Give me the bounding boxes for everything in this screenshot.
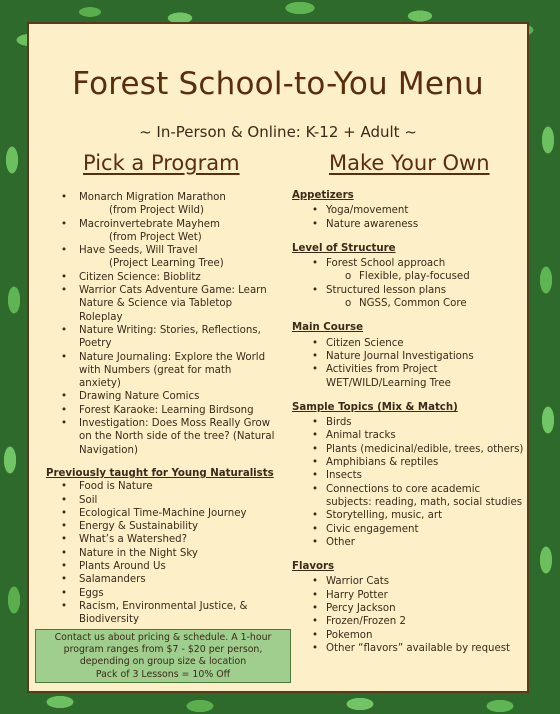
structure-title: Level of Structure xyxy=(292,242,396,254)
bullet-icon: • xyxy=(61,561,68,573)
list-item: • Birds xyxy=(312,417,352,429)
bullet-icon: • xyxy=(312,205,319,217)
flavors-title: Flavors xyxy=(292,561,335,573)
list-item: • Storytelling, music, art xyxy=(312,510,443,522)
list-item: • Connections to core academic subjects: reading, math, social studies xyxy=(312,483,523,508)
bullet-icon: • xyxy=(312,457,319,469)
right-heading: Make Your Own xyxy=(329,151,490,175)
list-item: • Forest School approach xyxy=(312,258,446,270)
page-title: Forest School-to-You Menu xyxy=(72,66,484,102)
bullet-icon: • xyxy=(61,587,68,599)
list-item: • Pokemon xyxy=(312,629,373,641)
main-course-section xyxy=(292,321,524,389)
list-item: • Investigation: Does Moss Really Grow on the North side of the tree? (Natural Navigation) xyxy=(61,418,275,456)
right-column xyxy=(292,189,524,666)
previous-list xyxy=(46,480,276,626)
topics-title: Sample Topics (Mix & Match) xyxy=(292,401,458,413)
sub-list-item: o Flexible, play-focused xyxy=(345,271,470,283)
list-item: • Civic engagement xyxy=(312,523,419,535)
bullet-icon: • xyxy=(61,534,68,546)
bullet-icon: • xyxy=(61,547,68,559)
bullet-icon: • xyxy=(312,536,319,548)
list-item: • Soil xyxy=(61,494,98,506)
bullet-icon: • xyxy=(312,483,319,495)
pricing-text: Contact us about pricing & schedule. A 1-hour program ranges from $7 - $20 per person, depending on group size & location xyxy=(54,632,272,668)
list-item: • Citizen Science: Bioblitz xyxy=(61,271,201,283)
bullet-icon: • xyxy=(61,507,68,519)
appetizers-section xyxy=(292,189,524,231)
bullet-icon: • xyxy=(312,523,319,535)
sub-list-item: o NGSS, Common Core xyxy=(345,298,467,310)
bullet-icon: • xyxy=(312,576,319,588)
bullet-icon: • xyxy=(61,271,68,283)
list-item: • Citizen Science xyxy=(312,337,404,349)
discount-text: Pack of 3 Lessons = 10% Off xyxy=(95,668,231,680)
bullet-icon: • xyxy=(312,284,319,296)
bullet-icon: • xyxy=(61,418,68,430)
list-item: • Structured lesson plans xyxy=(312,284,447,296)
bullet-icon: • xyxy=(61,351,68,363)
list-item: • Other xyxy=(312,536,355,548)
bullet-icon: • xyxy=(61,494,68,506)
page-subtitle: ~ In-Person & Online: K-12 + Adult ~ xyxy=(139,123,417,141)
bullet-icon: • xyxy=(61,404,68,416)
list-item: • Other “flavors” available by request xyxy=(312,642,511,654)
list-item: • Have Seeds, Will Travel (Project Learning Tree) xyxy=(61,245,224,270)
bullet-icon: • xyxy=(61,600,68,612)
bullet-icon: • xyxy=(61,521,68,533)
flavors-section xyxy=(292,560,524,655)
list-item: • Frozen/Frozen 2 xyxy=(312,616,406,628)
bullet-icon: • xyxy=(312,589,319,601)
bullet-icon: • xyxy=(61,192,68,203)
bullet-icon: • xyxy=(61,245,68,257)
bullet-icon: • xyxy=(312,603,319,615)
list-item: • Racism, Environmental Justice, & Biodiversity xyxy=(61,600,248,626)
bullet-icon: • xyxy=(312,642,319,654)
circle-bullet-icon: o xyxy=(345,271,352,283)
list-item: • Activities from Project WET/WILD/Learning Tree xyxy=(312,364,451,389)
list-item: • Nature Journaling: Explore the World with Numbers (great for math anxiety) xyxy=(61,351,266,390)
list-item: • Animal tracks xyxy=(312,430,396,442)
list-item: • Nature Writing: Stories, Reflections, Poetry xyxy=(61,324,261,350)
bullet-icon: • xyxy=(312,258,319,270)
list-item: • Harry Potter xyxy=(312,589,388,601)
circle-bullet-icon: o xyxy=(345,298,352,310)
pricing-box xyxy=(35,629,291,683)
bullet-icon: • xyxy=(312,430,319,442)
bullet-icon: • xyxy=(61,574,68,586)
main-course-title: Main Course xyxy=(292,322,364,334)
bullet-icon: • xyxy=(312,417,319,429)
bullet-icon: • xyxy=(61,324,68,336)
list-item: • Salamanders xyxy=(61,574,146,586)
list-item: • Percy Jackson xyxy=(312,603,396,615)
bullet-icon: • xyxy=(61,218,68,230)
list-item: • Food is Nature xyxy=(61,481,153,493)
list-item: • Amphibians & reptiles xyxy=(312,457,439,469)
list-item: • Plants Around Us xyxy=(61,561,166,573)
bullet-icon: • xyxy=(61,285,68,297)
list-item: • Eggs xyxy=(61,587,104,599)
bullet-icon: • xyxy=(312,510,319,522)
list-item: • Warrior Cats xyxy=(312,576,390,588)
appetizers-title: Appetizers xyxy=(292,190,354,201)
list-item: • Warrior Cats Adventure Game: Learn Nature & Science via Tabletop Roleplay xyxy=(61,285,267,323)
program-list xyxy=(46,191,276,457)
bullet-icon: • xyxy=(312,629,319,641)
structure-section xyxy=(292,242,524,310)
list-item: • Plants (medicinal/edible, trees, others) xyxy=(312,443,524,455)
previous-title: Previously taught for Young Naturalists xyxy=(46,467,274,479)
left-column xyxy=(46,191,276,627)
list-item: • Forest Karaoke: Learning Birdsong xyxy=(61,404,254,416)
list-item: • Nature in the Night Sky xyxy=(61,547,198,559)
list-item: • Monarch Migration Marathon (from Project Wild) xyxy=(61,192,226,217)
list-item: • Nature Journal Investigations xyxy=(312,350,474,362)
bullet-icon: • xyxy=(312,470,319,482)
list-item: • Insects xyxy=(312,470,362,482)
list-item: • Macroinvertebrate Mayhem (from Project Wet) xyxy=(61,218,220,243)
list-item: • Ecological Time-Machine Journey xyxy=(61,507,247,519)
bullet-icon: • xyxy=(61,391,68,403)
bullet-icon: • xyxy=(312,350,319,362)
bullet-icon: • xyxy=(312,337,319,349)
bullet-icon: • xyxy=(312,364,319,376)
bullet-icon: • xyxy=(312,443,319,455)
list-item: • Drawing Nature Comics xyxy=(61,391,200,403)
topics-section xyxy=(292,401,524,549)
list-item: • What’s a Watershed? xyxy=(61,534,188,546)
list-item: • Nature awareness xyxy=(312,218,419,230)
bullet-icon: • xyxy=(312,218,319,230)
bullet-icon: • xyxy=(312,616,319,628)
left-heading: Pick a Program xyxy=(83,151,240,175)
list-item: • Energy & Sustainability xyxy=(61,521,199,533)
list-item: • Yoga/movement xyxy=(312,205,409,217)
bullet-icon: • xyxy=(61,481,68,493)
menu-card xyxy=(27,22,529,693)
